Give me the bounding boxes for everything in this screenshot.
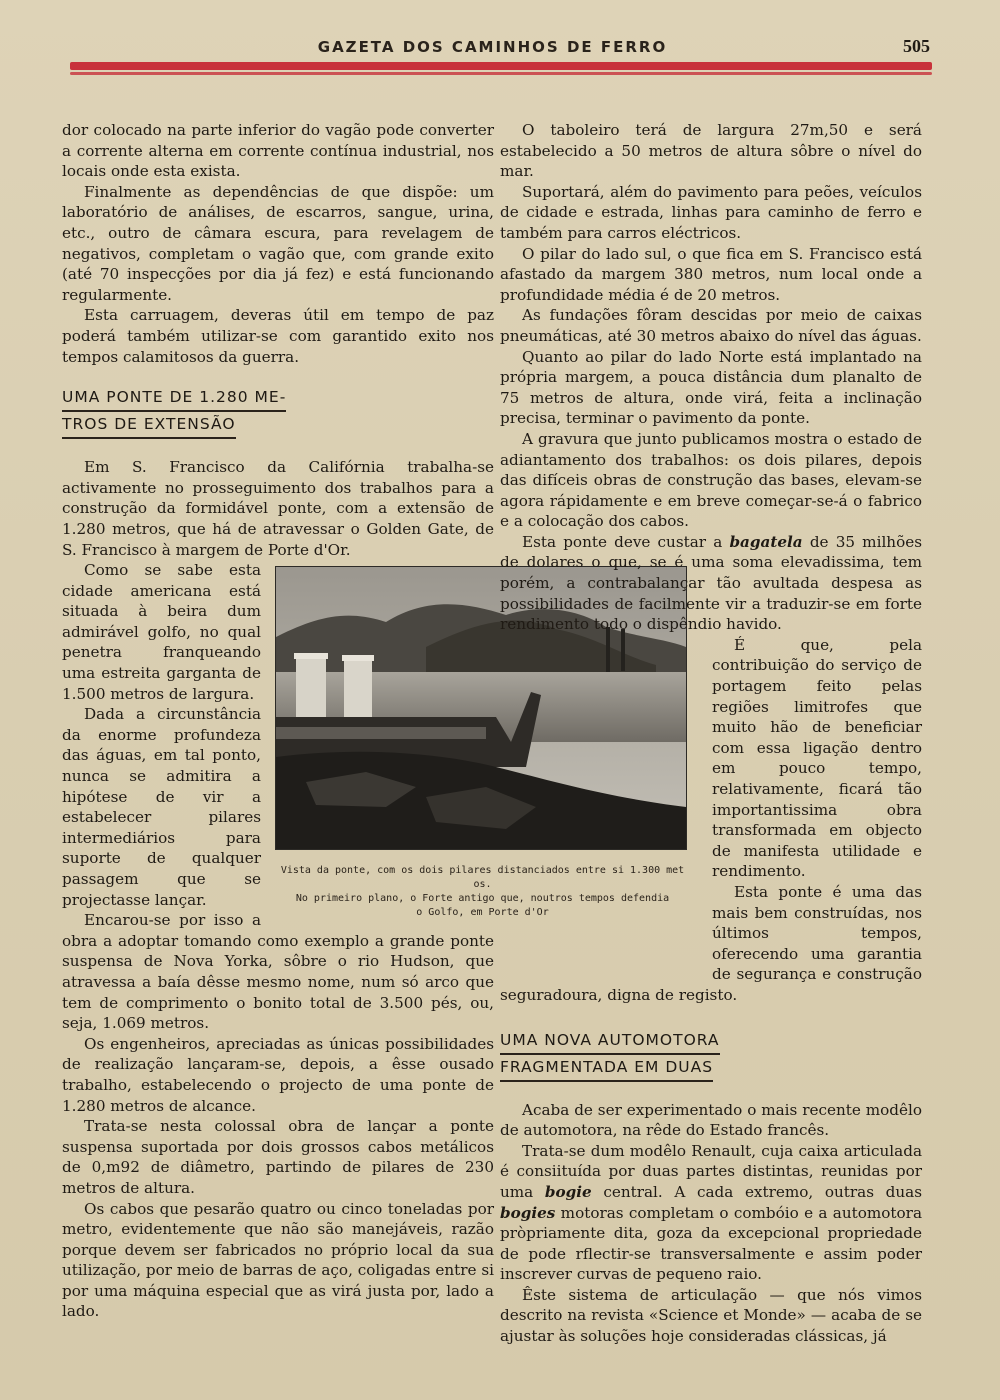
paragraph: Trata-se nesta colossal obra de lançar a ponte suspensa suportada por dois grossos cabos metálicos de 0,m92 de diâmetro, partindo de pilares de 230 metros de altura. [62, 1117, 494, 1197]
paragraph: Quanto ao pilar do lado Norte está implantado na própria margem, a pouca distância dum planalto de 75 metros de altura, onde virá, feita a inclinação precisa, terminar o pavimento da ponte. [500, 347, 922, 428]
header-rule [70, 62, 932, 70]
paragraph: Esta ponte é uma das mais bem construídas, nos últimos tempos, oferecendo uma garantia de segurança e construção seguradoura, digna de registo. [500, 882, 922, 1004]
paragraph: O pilar do lado sul, o que fica em S. Francisco está afastado da margem 380 metros, num local onde a profundidade média é de 20 metros. [500, 244, 922, 304]
paragraph: Acaba de ser experimentado o mais recente modêlo de automotora, na rêde do Estado francês. [500, 1100, 922, 1140]
text-run: Trata-se dum modêlo Renault, cuja caixa articulada é consiituída por duas partes distintas, reunidas por uma [500, 1141, 922, 1201]
paragraph: Em S. Francisco da Califórnia trabalha-se activamente no prosseguimento dos trabalhos para a construção da formidável ponte, com a extensão de 1.280 metros, que há de atravessar o Golden Gate, de S. Francisco à margem de Porte d'Or. [62, 458, 494, 559]
paragraph: As fundações fôram descidas por meio de caixas pneumáticas, até 30 metros abaixo do nível das águas. [500, 306, 922, 345]
emphasis: bagatela [729, 532, 803, 551]
emphasis: bogie [544, 1182, 592, 1201]
section-heading-line: UMA NOVA AUTOMOTORA [500, 1028, 720, 1055]
caption-line: No primeiro plano, o Forte antigo que, noutros tempos defendia [295, 893, 670, 905]
paragraph: A gravura que junto publicamos mostra o estado de adiantamento dos trabalhos: os dois pilares, depois das difíceis obras de construção das bases, elevam-se agora rápidamente e em breve começar-se-á o fabrico e a colocação dos cabos. [500, 429, 922, 531]
paragraph: O taboleiro terá de largura 27m,50 e será estabelecido a 50 metros de altura sôbre o nível do mar. [500, 121, 922, 181]
header-rule-thin [70, 72, 932, 75]
paragraph: dor colocado na parte inferior do vagão pode converter a corrente alterna em corrente contínua industrial, nos locais onde esta exista. [62, 121, 494, 181]
paragraph: Êste sistema de articulação — que nós vimos descrito na revista «Science et Monde» — acaba de se ajustar às soluções hoje consideradas clássicas, já [500, 1285, 922, 1346]
section-heading-line: FRAGMENTADA EM DUAS [500, 1055, 713, 1082]
running-header [55, 36, 930, 60]
text-run: central. A cada extremo, outras duas [591, 1182, 922, 1201]
paragraph: Esta carruagem, deveras útil em tempo de paz poderá também utilizar-se com garantido exito nos tempos calamitosos da guerra. [62, 306, 494, 366]
paragraph [500, 532, 922, 635]
text-run: motoras completam o combóio e a automotora pròpriamente dita, goza da excepcional propriedade de pode rflectir-se transversalmente e assim poder inscrever curvas de pequeno raio. [500, 1203, 922, 1284]
text-run: de 35 milhões de dolares o que, se é uma soma elevadissima, tem porém, a contrabalançar tão avultada despesa as possibilidades de facilmente vir a traduzir-se em forte rendimento todo o dispêndio havido. [500, 532, 923, 634]
caption-line: Vista da ponte, com os dois pilares distanciados entre si 1.300 met os. [280, 865, 685, 891]
paragraph: Como se sabe esta cidade americana está situada à beira dum admirável golfo, no qual penetra franqueando uma estreita garganta de 1.500 metros de largura. [62, 561, 261, 703]
paragraph [500, 1141, 922, 1285]
section-heading-bridge [62, 385, 494, 439]
paragraph: Os cabos que pesarão quatro ou cinco toneladas por metro, evidentemente que não são manejáveis, razão porque devem ser fabricados no próprio local da sua utilização, por meio de barras de aço, coligadas entre si por uma máquina especial que as virá justa por, lado a lado. [62, 1199, 494, 1321]
paragraph: É que, pela contribuição do serviço de portagem feito pelas regiões limitrofes que muito hão de beneficiar com essa ligação dentro em pouco tempo, relativamente, ficará tão importantissima obra transformada em objecto de manifesta utilidade e rendimento. [712, 635, 922, 881]
paragraph: Finalmente as dependências de que dispõe: um laboratório de análises, de escarros, sangue, urina, etc., outro de câmara escura, para revelagem de negativos, completam o vagão que, com grande exito (até 70 inspecções por dia já fez) e está funcionando regularmente. [62, 182, 494, 304]
paragraph: Os engenheiros, apreciadas as únicas possibilidades de realização lançaram-se, depois, a êsse ousado trabalho, estabelecendo o projecto de uma ponte de 1.280 metros de alcance. [62, 1034, 494, 1115]
paragraph: Encarou-se por isso a obra a adoptar tomando como exemplo a grande ponte suspensa de Nova Yorka, sôbre o rio Hudson, que atravessa a baía dêsse mesmo nome, num só arco que tem de comprimento o bonito total de 3.500 pés, ou, seja, 1.069 metros. [62, 911, 494, 1033]
emphasis: bogies [500, 1203, 556, 1222]
figure-wrap-space [500, 635, 712, 983]
page-number: 505 [903, 36, 930, 56]
caption-line: o Golfo, em Porte d'Or [416, 907, 549, 919]
paragraph: Suportará, além do pavimento para peões, veículos de cidade e estrada, linhas para caminho de ferro e também para carros eléctricos. [500, 182, 922, 242]
right-column [500, 120, 922, 1347]
paragraph: Dada a circunstância da enorme profundeza das águas, em tal ponto, nunca se admitira a hipótese de vir a estabelecer pilares intermediários para suporte de qualquer passagem que se projectasse lançar. [62, 705, 261, 909]
section-heading-line: UMA PONTE DE 1.280 ME- [62, 385, 286, 412]
text-run: Esta ponte deve custar a [522, 532, 730, 551]
publication-title: GAZETA DOS CAMINHOS DE FERRO [317, 38, 668, 56]
section-heading-automotora [500, 1028, 922, 1082]
section-heading-line: TROS DE EXTENSÃO [62, 412, 236, 439]
